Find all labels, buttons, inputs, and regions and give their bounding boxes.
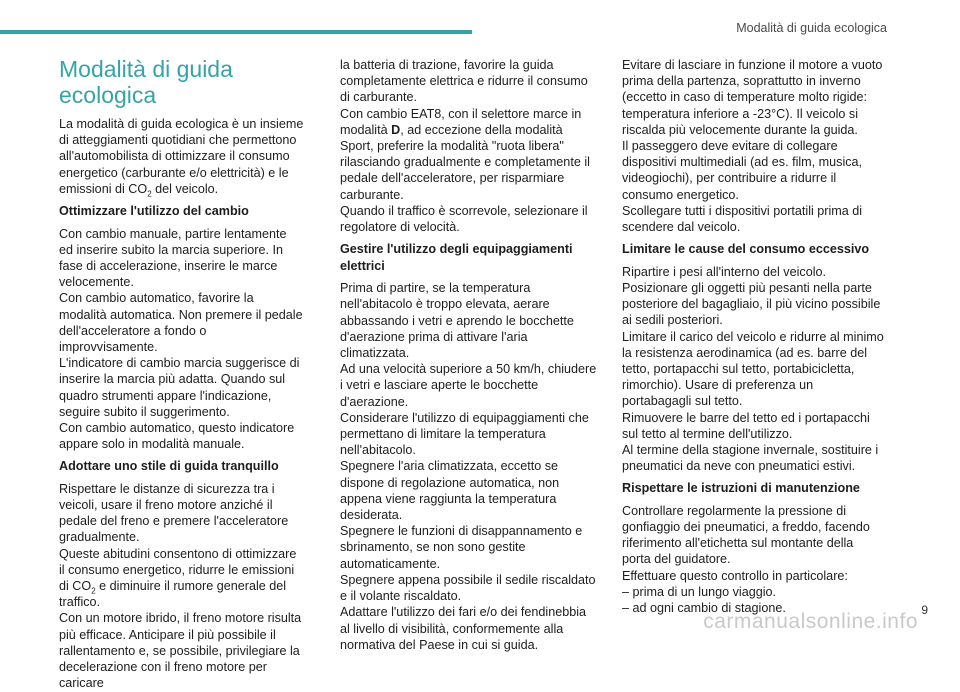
paragraph: Controllare regolarmente la pressione di gonfiaggio dei pneumatici, a freddo, facendo riferimento all'etichetta sul montante della porta del guidatore. — [622, 503, 870, 567]
list-item: – prima di un lungo viaggio. — [622, 584, 777, 599]
paragraph: Queste abitudini consentono di ottimizzare il consumo energetico, ridurre le emissioni di $CO_2$ e diminuire il rumore generale del traffico. — [59, 546, 297, 610]
paragraph: Limitare il carico del veicolo e ridurre al minimo la resistenza aerodinamica (ad es. barre del tetto, portapacchi sul tetto, portabicicletta, rimorchio). Usare di preferenza un portabagagli sul tetto. — [622, 329, 884, 409]
paragraph: Prima di partire, se la temperatura nell'abitacolo è troppo elevata, aerare abbassando i vetri e aprendo le bocchette d'aerazione prima di attivare l'aria climatizzata. — [340, 281, 574, 361]
heading-calm-driving: Adottare uno stile di guida tranquillo — [59, 459, 279, 474]
paragraph: Adattare l'utilizzo dei fari e/o dei fendinebbia al livello di visibilità, conformemente alla normativa del Paese in cui si guida. — [340, 605, 587, 652]
paragraph: Effettuare questo controllo in particolare: — [622, 568, 848, 583]
paragraph: Con cambio automatico, questo indicatore appare solo in modalità manuale. — [59, 420, 295, 452]
paragraph: Evitare di lasciare in funzione il motore a vuoto prima della partenza, soprattutto in inverno (eccetto in caso di temperature molto rigide: temperatura inferiore a -23°C). Il veicolo si riscalda più velocemente durante la guida. — [622, 58, 883, 137]
heading-gearbox: Ottimizzare l'utilizzo del cambio — [59, 204, 249, 219]
paragraph: Con cambio EAT8, con il selettore marce in modalità D, ad eccezione della modalità Sport, preferire la modalità "ruota libera" rilasciando gradualmente e completamente il pedale dell'acceleratore, per risparmiare carburante. — [340, 106, 590, 202]
paragraph: Rimuovere le barre del tetto ed i portapacchi sul tetto al termine dell'utilizzo. — [622, 410, 870, 441]
list-item: – ad ogni cambio di stagione. — [622, 601, 786, 616]
paragraph: Considerare l'utilizzo di equipaggiamenti che permettano di limitare la temperatura nell'abitacolo. — [340, 410, 589, 458]
intro-paragraph: La modalità di guida ecologica è un insieme di atteggiamenti quotidiani che permettono all'automobilista di ottimizzare il consumo energetico (carburante e/o elettricità) e le emissioni di $CO_2$ del veicolo. — [59, 117, 304, 199]
page-title-line-1: Modalità di guida — [59, 56, 233, 82]
heading-maintenance: Rispettare le istruzioni di manutenzione — [622, 481, 860, 496]
running-header: Modalità di guida ecologica — [736, 21, 887, 35]
paragraph: L'indicatore di cambio marcia suggerisce di inserire la marcia più adatta. Quando sul quadro strumenti appare l'indicazione, seguire subito il suggerimento. — [59, 356, 300, 419]
paragraph: Quando il traffico è scorrevole, selezionare il regolatore di velocità. — [340, 203, 588, 235]
paragraph: Rispettare le distanze di sicurezza tra i veicoli, usare il freno motore anziché il pedale del freno e premere l'acceleratore gradualmente. — [59, 481, 289, 545]
paragraph: Ad una velocità superiore a 50 km/h, chiudere i vetri e lasciare aperte le bocchette d'aerazione. — [340, 362, 597, 409]
paragraph: Ripartire i pesi all'interno del veicolo. Posizionare gli oggetti più pesanti nella parte posteriore del bagagliaio, il più vicino possibile ai sedili posteriori. — [622, 264, 881, 328]
heading-excess-consumption: Limitare le cause del consumo eccessivo — [622, 242, 870, 257]
paragraph: Con cambio automatico, favorire la modalità automatica. Non premere il pedale dell'acceleratore a fondo o improvvisamente. — [59, 291, 303, 354]
paragraph: Con cambio manuale, partire lentamente ed inserire subito la marcia superiore. In fase di accelerazione, inserire le marce velocemente. — [59, 226, 287, 290]
watermark: carmanualsonline.info — [703, 610, 918, 633]
paragraph: Al termine della stagione invernale, sostituire i pneumatici da neve con pneumatici estivi. — [622, 442, 879, 474]
paragraph: Con un motore ibrido, il freno motore risulta più efficace. Anticipare il più possibile il rallentamento e, se possibile, privilegiare la decelerazione con il freno motore per caricare — [59, 611, 302, 691]
column-1 — [59, 56, 304, 692]
paragraph: Scollegare tutti i dispositivi portatili prima di scendere dal veicolo. — [622, 203, 863, 235]
paragraph: Il passeggero deve evitare di collegare dispositivi multimediali (ad es. film, musica, videogiochi), per contribuire a ridurre il consumo energetico. — [622, 139, 863, 202]
page-title-line-2: ecologica — [59, 82, 157, 108]
page-title — [59, 56, 304, 108]
column-3 — [622, 57, 884, 616]
paragraph: Spegnere le funzioni di disappannamento e sbrinamento, se non sono gestite automaticamente. — [340, 524, 583, 571]
heading-electrical-equipment: Gestire l'utilizzo degli equipaggiamenti elettrici — [340, 242, 573, 273]
page-number: 9 — [921, 603, 928, 617]
header-accent-bar — [0, 30, 472, 34]
column-2 — [340, 57, 598, 653]
paragraph: Spegnere l'aria climatizzata, eccetto se dispone di regolazione automatica, non appena viene raggiunta la temperatura desiderata. — [340, 459, 560, 523]
paragraph: Spegnere appena possibile il sedile riscaldato e il volante riscaldato. — [340, 572, 596, 604]
paragraph: la batteria di trazione, favorire la guida completamente elettrica e ridurre il consumo di carburante. — [340, 58, 588, 105]
